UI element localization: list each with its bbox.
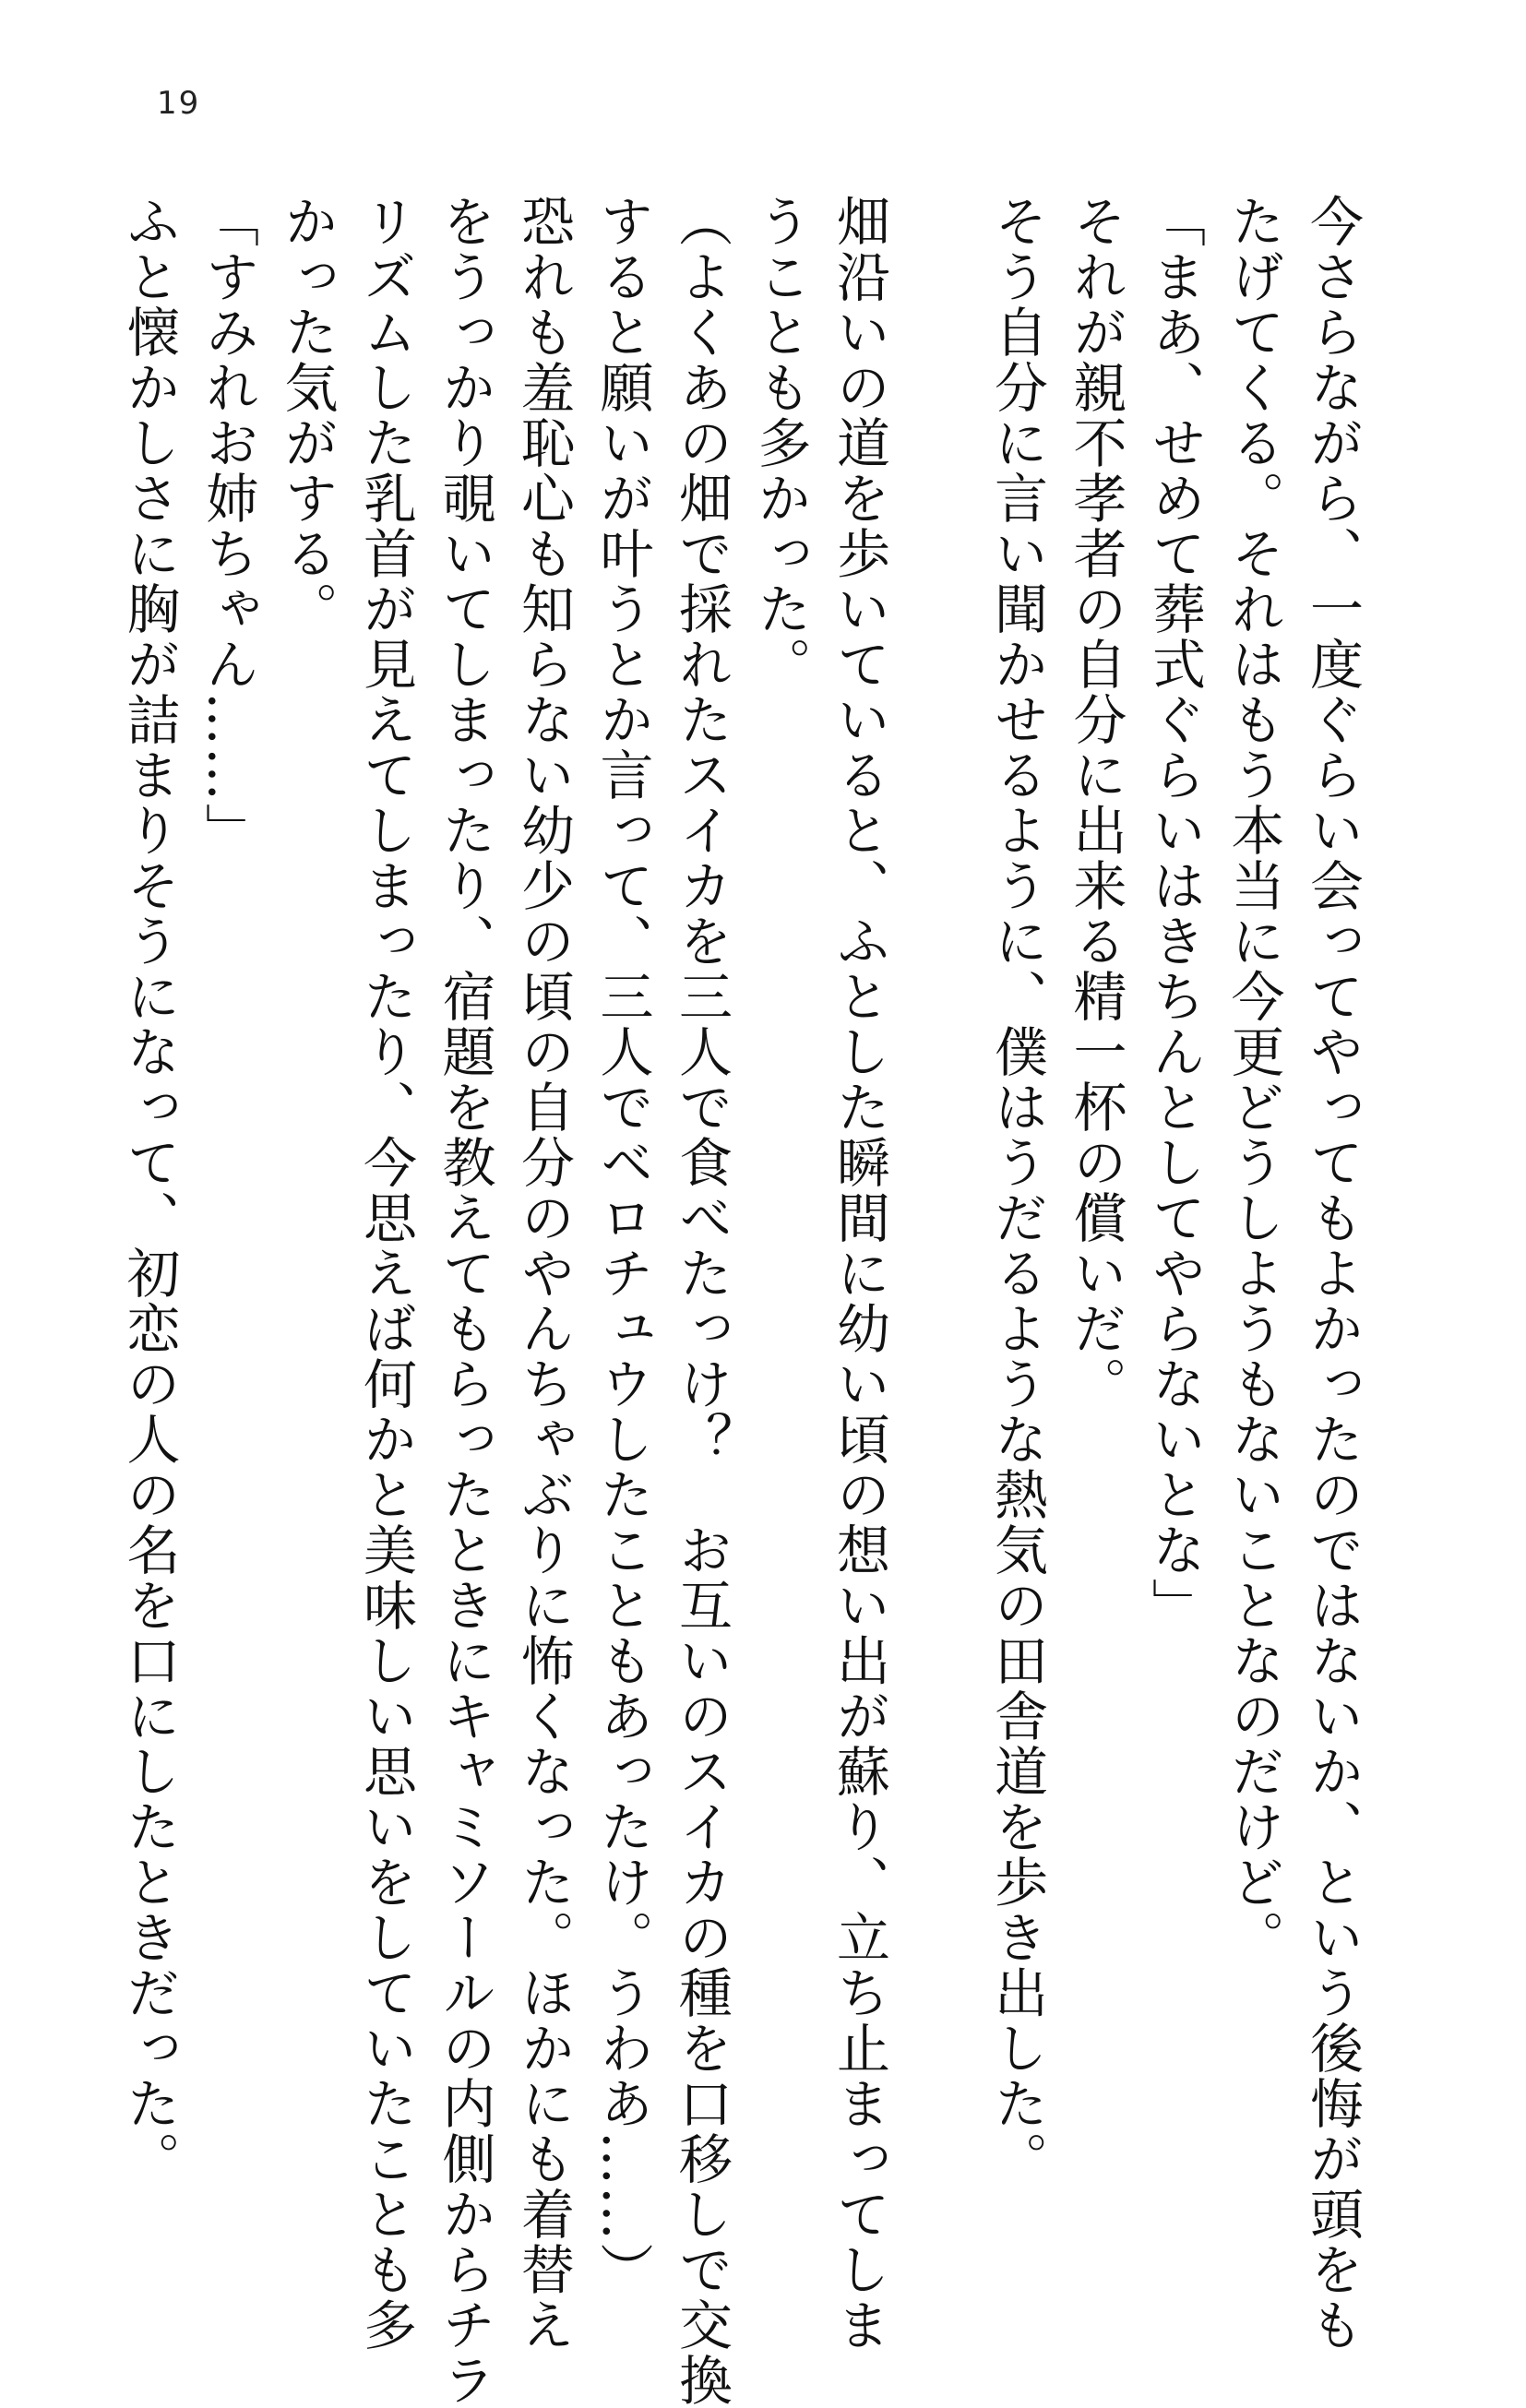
text-line: 恐れも羞恥心も知らない幼少の頃の自分のやんちゃぶりに怖くなった。ほかにも着替え (512, 194, 575, 2353)
text-line: をうっかり覗いてしまったり、宿題を教えてもらったときにキャミソールの内側からチラ (433, 194, 496, 2408)
page-number: 19 (157, 85, 201, 122)
text-line: リズムした乳首が見えてしまったり、今思えば何かと美味しい思いをしていたことも多 (354, 194, 417, 2353)
text-line: そう自分に言い聞かせるように、僕はうだるような熱気の田舎道を歩き出した。 (985, 194, 1048, 2187)
text-line: ふと懐かしさに胸が詰まりそうになって、初恋の人の名を口にしたときだった。 (117, 194, 181, 2187)
vertical-text-body (109, 194, 1371, 2408)
text-line: 「まあ、せめて葬式ぐらいはきちんとしてやらないとな」 (1143, 194, 1206, 1633)
text-line: かった気がする。 (275, 194, 339, 637)
paragraph-break (898, 194, 977, 2002)
text-line: それが親不孝者の自分に出来る精一杯の償いだ。 (1064, 194, 1127, 1412)
text-line: うことも多かった。 (748, 194, 812, 692)
text-line: （よくあの畑で採れたスイカを三人で食べたっけ？ お互いのスイカの種を口移しで交換 (670, 194, 733, 2408)
text-line: 畑沿いの道を歩いていると、ふとした瞬間に幼い頃の想い出が蘇り、立ち止まってしま (828, 194, 890, 2353)
text-line: すると願いが叶うとか言って、三人でベロチュウしたこともあったけ。うわあ……） (590, 194, 654, 2297)
text-line: 今さらながら、一度ぐらい会ってやってもよかったのではないか、という後悔が頭をも (1301, 194, 1364, 2353)
text-line: たげてくる。それはもう本当に今更どうしようもないことなのだけど。 (1222, 194, 1285, 1965)
text-line: 「すみれお姉ちゃん……」 (197, 194, 259, 858)
